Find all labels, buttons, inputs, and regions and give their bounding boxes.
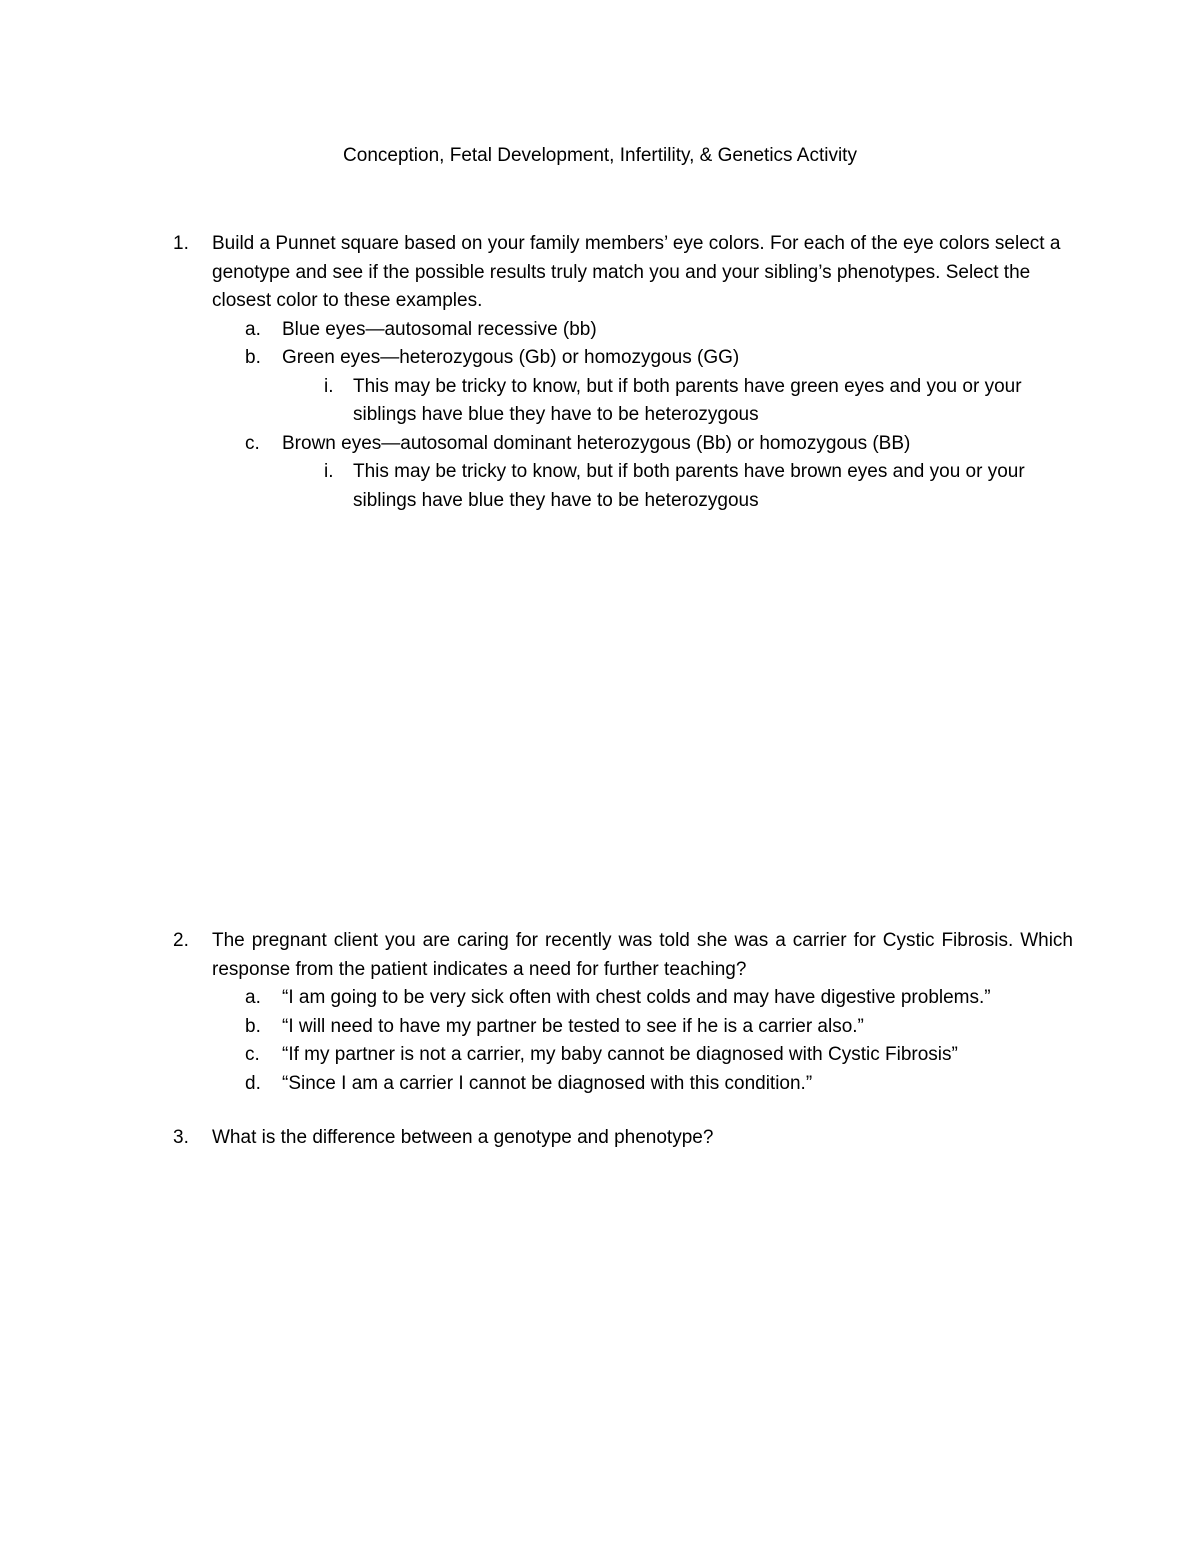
question-2-stem xyxy=(173,927,1073,984)
list-item xyxy=(173,316,1073,345)
item-letter: a. xyxy=(245,318,261,340)
question-text: What is the difference between a genotype and phenotype? xyxy=(212,1127,714,1148)
item-text: “Since I am a carrier I cannot be diagnosed with this condition.” xyxy=(282,1072,813,1094)
answer-option-a xyxy=(173,984,1073,1013)
item-text: Blue eyes—autosomal recessive (bb) xyxy=(282,318,597,340)
item-roman: i. xyxy=(324,375,334,397)
question-3-stem xyxy=(173,1124,1073,1153)
question-3 xyxy=(173,1124,1073,1153)
sub-list-item xyxy=(173,373,1073,430)
question-number: 1. xyxy=(173,233,189,254)
question-number: 2. xyxy=(173,930,189,951)
item-text: Green eyes—heterozygous (Gb) or homozygous (GG) xyxy=(282,347,740,368)
item-letter: d. xyxy=(245,1072,261,1094)
question-text: The pregnant client you are caring for recently was told she was a carrier for Cystic Fibrosis. Which response from the patient indicates a need for further teaching? xyxy=(212,930,1073,980)
item-text: Brown eyes—autosomal dominant heterozygous (Bb) or homozygous (BB) xyxy=(282,432,911,454)
question-2 xyxy=(173,927,1073,1098)
list-item xyxy=(173,430,1073,459)
answer-option-c xyxy=(173,1041,1073,1070)
item-text: “I am going to be very sick often with chest colds and may have digestive problems.” xyxy=(282,987,991,1008)
item-letter: b. xyxy=(245,347,261,368)
sub-list-item xyxy=(173,458,1073,515)
list-item xyxy=(173,344,1073,373)
item-text: This may be tricky to know, but if both parents have brown eyes and you or your siblings have blue they have to be heterozygous xyxy=(353,461,1025,511)
question-1 xyxy=(173,230,1073,515)
answer-option-d xyxy=(173,1070,1073,1099)
item-letter: c. xyxy=(245,432,260,454)
item-text: This may be tricky to know, but if both parents have green eyes and you or your siblings have blue they have to be heterozygous xyxy=(353,375,1022,425)
item-letter: b. xyxy=(245,1015,261,1037)
item-text: “I will need to have my partner be tested to see if he is a carrier also.” xyxy=(282,1015,864,1037)
item-letter: c. xyxy=(245,1044,260,1065)
page-title: Conception, Fetal Development, Infertility, & Genetics Activity xyxy=(343,145,857,166)
answer-option-b xyxy=(173,1013,1073,1042)
question-text: Build a Punnet square based on your family members’ eye colors. For each of the eye colors select a genotype and see if the possible results truly match you and your sibling’s phenotypes. Select the closest color to these examples. xyxy=(212,233,1061,311)
item-letter: a. xyxy=(245,987,261,1008)
question-1-stem xyxy=(173,230,1073,316)
item-text: “If my partner is not a carrier, my baby cannot be diagnosed with Cystic Fibrosis” xyxy=(282,1044,958,1065)
question-number: 3. xyxy=(173,1127,189,1148)
item-roman: i. xyxy=(324,461,334,482)
